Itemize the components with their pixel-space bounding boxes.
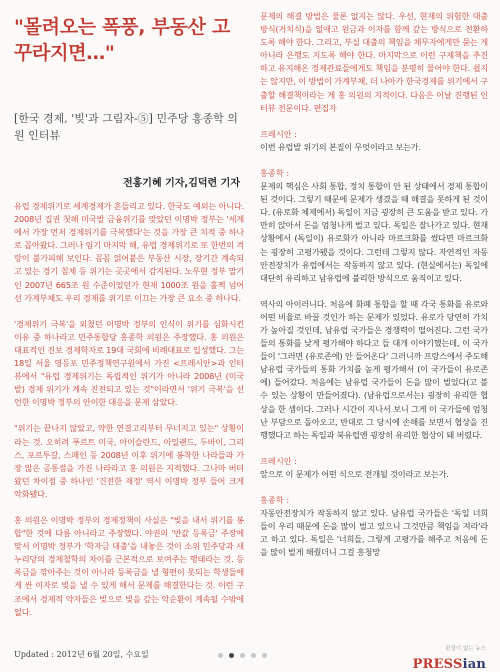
lead-paragraph: "위기는 끝나지 않았고, 약한 연결고리부터 무너지고 있는" 상황이라는 것. 오히려 푸르트 미국, 아이슬란드, 아일랜드, 두바이, 그리스, 포르투갈, 스페인 등 2008년 이후 위기에 봉착한 나라들과 가장 많은 공통점을 가진 나라라고 홍 의원은 지적했다. 그나마 버텨왔던 차이점 중 하나인 '건전한 재정' 역시 이명박 정부 들어 크게 악화됐다. (14, 423, 244, 499)
page-dot[interactable] (251, 653, 256, 658)
lead-paragraph: 유럽 경제위기로 세계경제가 흔들리고 있다. 한국도 예외는 아니다. 2008년 집권 첫해 미국발 금융위기를 맞았던 이명박 정부는 '세계에서 가장 먼저 경제위기를 극복했다'는 것을 가장 큰 치적 중 하나로 꼽아왔다. 그러나 임기 마지막 해, 유럽 경제위기로 또 한번의 격랑이 불가피해 보인다. 꼼꼼 얽어붙은 부동산 시장, 장기간 계속되고 있는 경기 침체 등 위기는 곳곳에서 감지된다. 노무현 정부 말기인 2007년 665조 원 수준이었던가 현재 1000조 원을 훌쩍 넘어선 가계부채도 우리 경제를 위기로 이끄는 가장 큰 요소 중 하나다. (14, 201, 244, 303)
logo-text-part2: ian (462, 657, 486, 672)
left-column (14, 10, 244, 619)
byline: 전홍기혜 기자,김덕련 기자 (122, 178, 240, 189)
page-dot[interactable] (240, 653, 245, 658)
lead-paragraph: 홍 의원은 이명박 정부의 경제정책이 사실은 "빚을 내서 위기를 봉합"한 것에 다름 아니라고 주장했다. 야권의 '반값 등록금' 주장에 맞서 이명박 정부가 '학자금 대출'을 내놓은 것이 소위 민주당과 새누리당의 경제철학의 차이를 근본적으로 보여주는 행태라는 것. 등록금을 깎아주는 것이 아니라 등록금을 낼 형편이 못되는 학생들에게 싼 이자로 빚을 낼 수 있게 해서 문제를 해결한다는 것. 이런 구조에서 경제적 약자들은 빚으로 빚을 갚는 악순환이 계속될 수밖에 없다. (14, 514, 244, 617)
logo-wordmark (413, 657, 486, 672)
left-body (14, 200, 244, 619)
speaker-label: 홍종학 : (260, 495, 290, 505)
speaker-label: 프레시안 : (260, 128, 297, 139)
qa-text: 문제의 핵심은 사회 통합, 정치 통합이 안 된 상태에서 경제 통합이 된 것이다. 그렇기 때문에 문제가 생겼을 때 해결을 못하게 된 것이다. (유로화 체제에서) 독일이 지금 굉장히 큰 도움을 받고 있다. 가만히 앉아서 돈을 엄청나게 벌고 있다. 독일은 잘나가고 있다. 현재 상황에서 (독일이) 유로화가 아니라 마르크화를 썼다면 마르크화는 굉장히 고평가됐을 것이다. 그런데 그렇지 않다. 자연적인 자동안전장치가 유럽에서는 작동하지 않고 있다. (현실에서는) 독일에 대단히 유리하고 남유럽에 불리한 방식으로 움직이고 있다. (260, 181, 488, 283)
logo-tagline: 판결이 없는 뉴스 (445, 646, 486, 652)
qa-text: 앞으로 이 문제가 어떤 식으로 전개될 것이라고 보는가. (260, 468, 449, 479)
series-title: [한국 경제, '빚'과 그림자-⑤] 민주당 홍종학 의원 인터뷰 (14, 112, 238, 142)
qa-text: 역사의 아이러니다. 처음에 화폐 통합을 할 때 각국 통화를 유로와 어떤 비율로 바꿀 것인가 하는 문제가 있었다. 유로가 당연히 가치가 높아질 것인데, 남유럽 국가들은 경쟁력이 떨어진다. 그런 국가들의 통화를 낮게 평가해야 하다고 들 대개 이야기했는데, 이 국가들이 '그러면 (유로존에) 안 들어온다' 그러니까 프랑스에서 주도해 남유럽 국가들의 통화 가치를 높게 평가해서 (이 국가들이 유로존에) 들어갔다. 처음에는 남유럽 국가들이 돈을 많이 벌었다(고 볼 수 있는 상황이 만들어졌다). (남유럽으로서는) 굉장히 유리한 협상을 한 셈이다. 그러나 시간이 지나서 보니 그게 이 국가들에 엄청난 부담으로 돌아오고, 반대로 그 당시에 손해를 보면서 협상을 진행했다고 하는 독일과 북유럽엔 굉장히 유리한 협상이 돼 버렸다. (260, 298, 488, 440)
qa-text: 자동안전장치가 작동하지 않고 있다. 남유럽 국가들은 '독일 너희들이 우리 때문에 돈을 많이 벌고 있으니 그것만큼 책임을 져라'라고 하고 있다. 독일은 '너희들, 그렇게 고평가를 해주고 처음에 돈을 많이 벌게 해줬더니 그걸 흥청망 (260, 508, 488, 558)
qa-block (260, 494, 488, 559)
right-column (260, 10, 488, 559)
footer (0, 645, 500, 672)
lead-paragraph: '경제위기 극복'을 외쳤던 이명박 정부의 인식이 위기를 심화시킨 이유 중 하나라고 민주통합당 홍종학 의원은 주장했다. 홍 의원은 대표적인 진보 경제학자로 19대 국회에 비례대표로 입성했다. 그는 18일 서울 영등포 민주정책연구원에서 가진 <프레시안>과 인터뷰에서 "유럽 경제위기는 독립적인 위기가 아니라 2008년 (미국발) 경제 위기가 계속 진전되고 있는 것"이라면서 '위기 극복'을 선언한 이명박 정부의 안이한 대응을 문제 삼았다. (14, 318, 244, 408)
updated-date: Updated : 2012년 6월 20일, 수요일 (14, 650, 149, 659)
pressian-logo[interactable] (413, 645, 486, 672)
page-dot[interactable] (229, 653, 234, 658)
page-dot[interactable] (218, 653, 223, 658)
qa-block (260, 167, 488, 285)
page-indicator (218, 653, 267, 658)
page-dot[interactable] (262, 653, 267, 658)
qa-block (260, 298, 488, 442)
speaker-label: 프레시안 : (260, 455, 297, 466)
qa-block (260, 455, 488, 481)
logo-text-part1: PRESS (412, 657, 463, 672)
qa-block (260, 128, 488, 154)
qa-text: 이번 유럽발 위기의 본질이 무엇이라고 보는가. (260, 141, 421, 152)
headline: "몰려오는 폭풍, 부동산 고 꾸라지면…" (14, 16, 231, 64)
speaker-label: 홍종학 : (260, 167, 290, 178)
intro-paragraph: 문제의 해결 방법은 물론 없지는 않다. 우선, 현재의 위험한 대출 방식(거치식)을 없애고 원금과 이자를 함께 갚는 방식으로 전환하도록 해야 한다. 그리고, 부실 대출의 책임을 채무자에게만 묻는 게 아니라 은행도 지도록 해야 한다. 마지막으로 이런 구제책을 추진하고 유지해온 경제관료들에게도 책임을 분명히 물어야 한다. 쉽지는 않지만, 이 방법이 가계부채, 더 나아가 한국경제를 위기에서 구출할 해결책이라는 게 홍 의원의 지적이다. 다음은 이날 진행된 인터뷰 전문이다. 편집자 (260, 11, 488, 113)
